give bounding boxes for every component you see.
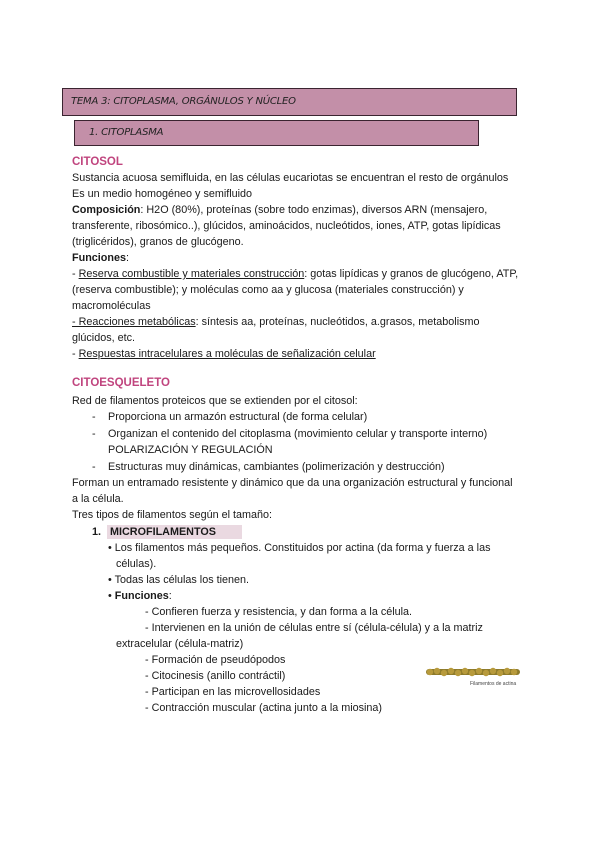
cito-bullet2-line2: POLARIZACIÓN Y REGULACIÓN — [108, 444, 273, 456]
function3-title: Respuestas intracelulares a moléculas de señalización celular — [78, 348, 376, 360]
cito-bullet-dash: - — [92, 411, 96, 423]
mf-function1: - Confieren fuerza y resistencia, y dan forma a la célula. — [145, 606, 413, 618]
topic-title-banner — [62, 88, 517, 116]
citosol-line2: Es un medio homogéneo y semifluido — [72, 188, 253, 200]
mf-point1-line2: células). — [116, 558, 157, 570]
functions-label-line — [72, 251, 129, 266]
topic-title: TEMA 3: CITOPLASMA, ORGÁNULOS Y NÚCLEO — [71, 96, 296, 107]
mf-function2-line2: extracelular (célula-matriz) — [116, 638, 244, 650]
section-banner — [74, 120, 479, 146]
mf-function5: - Participan en las microvellosidades — [145, 686, 321, 698]
mf-point2: • Todas las células los tienen. — [108, 574, 250, 586]
cito-intro: Red de filamentos proteicos que se extienden por el citosol: — [72, 395, 358, 407]
mf-functions-label: Funciones — [114, 590, 169, 602]
composition-text: : H2O (80%), proteínas (sobre todo enzimas), diversos ARN (mensajero, — [140, 204, 488, 216]
microfilamentos-heading: MICROFILAMENTOS — [107, 525, 242, 539]
function2-line2: glúcidos, etc. — [72, 332, 136, 344]
composition-line3: (triglicéridos), granos de glucógeno. — [72, 236, 244, 248]
cito-bullet3: Estructuras muy dinámicas, cambiantes (polimerización y destrucción) — [108, 461, 445, 473]
functions-label: Funciones — [72, 252, 126, 264]
cito-bullet2: Organizan el contenido del citoplasma (movimiento celular y transporte interno) — [108, 428, 488, 440]
cito-bullet1: Proporciona un armazón estructural (de forma celular) — [108, 411, 368, 423]
functions-colon: : — [126, 252, 129, 264]
function3-line — [72, 347, 376, 362]
function2-line1 — [72, 315, 480, 330]
cito-paragraph1-line2: a la célula. — [72, 493, 124, 505]
function1-title: Reserva combustible y materiales construcción — [78, 268, 305, 280]
function2-title: - Reacciones metabólicas — [72, 316, 196, 328]
composition-line1 — [72, 203, 487, 218]
mf-functions-colon: : — [168, 590, 172, 602]
cito-paragraph2: Tres tipos de filamentos según el tamaño: — [72, 509, 273, 521]
mf-function4: - Citocinesis (anillo contráctil) — [145, 670, 286, 682]
function1-dash: - — [72, 268, 79, 280]
microfilamentos-number: 1. — [92, 526, 102, 538]
function2-text: : síntesis aa, proteínas, nucleótidos, a.grasos, metabolismo — [195, 316, 480, 328]
cito-bullet-dash: - — [92, 428, 96, 440]
mf-function6: - Contracción muscular (actina junto a la miosina) — [145, 702, 383, 714]
mf-point1: • Los filamentos más pequeños. Constituidos por actina (da forma y fuerza a las — [108, 542, 491, 554]
cito-paragraph1: Forman un entramado resistente y dinámico que da una organización estructural y funcional — [72, 477, 513, 489]
figure-caption: Filamentos de actina — [470, 681, 517, 687]
mf-function3: - Formación de pseudópodos — [145, 654, 286, 666]
mf-function2: - Intervienen en la unión de células entre sí (célula-célula) y a la matriz — [145, 622, 483, 634]
mf-point3 — [108, 589, 172, 604]
composition-label: Composición — [72, 204, 141, 216]
function1-text: : gotas lipídicas y granos de glucógeno, ATP, — [304, 268, 519, 280]
mf-point3-bullet: • — [108, 590, 115, 602]
function1-line2: (reserva combustible); y moléculas como aa y glucosa (materiales construcción) y — [72, 284, 464, 296]
composition-line2: transferente, ribosómico..), glúcidos, aminoácidos, nucleótidos, iones, ATP, gotas lipídicas — [72, 220, 501, 232]
cito-bullet-dash: - — [92, 461, 96, 473]
function1-line1 — [72, 267, 518, 282]
actin-filament-image — [424, 665, 522, 679]
section-title: 1. CITOPLASMA — [89, 127, 164, 138]
citoesqueleto-heading: CITOESQUELETO — [72, 377, 170, 389]
citosol-line1: Sustancia acuosa semifluida, en las células eucariotas se encuentran el resto de orgánulos — [72, 172, 509, 184]
function1-line3: macromoléculas — [72, 300, 151, 312]
function3-dash: - — [72, 348, 79, 360]
citosol-heading: CITOSOL — [72, 156, 123, 168]
